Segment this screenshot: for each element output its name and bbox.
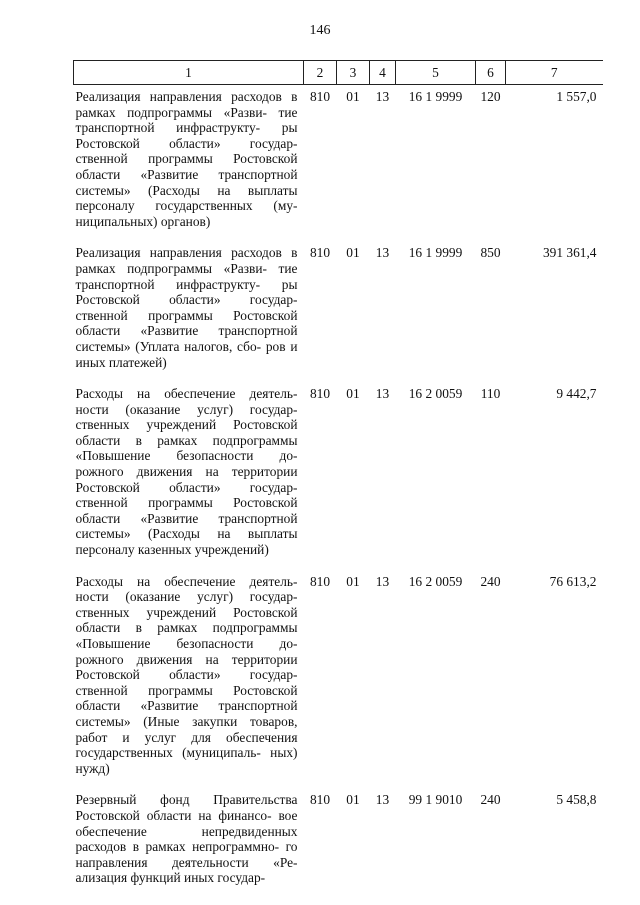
- description-line: рожного движения на территории: [75, 651, 298, 667]
- subsection-code: 13: [375, 89, 390, 104]
- subsection-code: 13: [375, 573, 390, 589]
- ministry-code: 810: [309, 245, 331, 261]
- row-description: [74, 386, 304, 558]
- description-line: ниципальных) органов): [75, 213, 211, 229]
- expense-type-code: 120: [480, 89, 501, 104]
- table-row: [74, 574, 603, 777]
- header-col-4: 4: [370, 61, 396, 85]
- expense-type-code: 240: [480, 792, 501, 808]
- target-article-code: 99 1 9010: [408, 792, 463, 808]
- header-col-6: 6: [476, 61, 506, 85]
- amount: 1 557,0: [556, 89, 597, 104]
- description-line: области «Развитие транспортной: [75, 166, 298, 182]
- budget-table: [73, 60, 603, 886]
- table-row: [74, 245, 603, 370]
- description-line: Расходы на обеспечение деятель-: [75, 386, 298, 402]
- row-spacer-cell: [74, 229, 603, 245]
- amount: 9 442,7: [556, 386, 597, 402]
- description-line: области «Развитие транспортной: [75, 323, 298, 339]
- description-line: ственной программы Ростовской: [75, 151, 298, 167]
- section-code: 01: [346, 245, 360, 261]
- row-spacer: [74, 229, 603, 245]
- description-line: системы» (Иные закупки товаров,: [75, 713, 298, 729]
- description-line: Ростовской области на финансо-: [75, 807, 272, 823]
- description-line: Резервный фонд Правительства: [75, 792, 298, 808]
- description-line: Реализация направления расходов: [75, 245, 282, 261]
- description-line: области в рамках подпрограммы: [75, 620, 298, 636]
- description-line: ственной программы Ростовской: [75, 307, 298, 323]
- description-line: области «Развитие транспортной: [75, 510, 298, 526]
- target-article-code: 16 2 0059: [408, 386, 463, 402]
- description-line: ров и иных платежей): [75, 338, 298, 370]
- row-spacer: [74, 370, 603, 386]
- description-line: «Повышение безопасности до-: [75, 636, 298, 651]
- description-line: ры Ростовской области» государ-: [75, 276, 298, 308]
- row-spacer-cell: [74, 558, 603, 574]
- row-spacer-cell: [74, 776, 603, 792]
- header-col-1: 1: [74, 61, 304, 85]
- description-line: Ростовской области» государ-: [75, 479, 298, 495]
- description-line: работ и услуг для обеспечения: [75, 729, 298, 745]
- description-line: персоналу государственных (му-: [75, 198, 298, 214]
- table-row: [74, 386, 603, 558]
- table-body: [74, 85, 603, 886]
- description-line: рожного движения на территории: [75, 464, 298, 480]
- description-line: ственной программы Ростовской: [75, 682, 298, 698]
- description-line: ных) нужд): [75, 745, 298, 776]
- subsection-code: 13: [375, 386, 390, 402]
- description-line: тие транспортной инфраструкту-: [75, 104, 298, 136]
- description-line: тие транспортной инфраструкту-: [75, 260, 298, 292]
- expense-type-code: 110: [480, 386, 501, 402]
- row-description: [74, 574, 304, 777]
- description-line: Ростовской области» государ-: [75, 667, 298, 683]
- ministry-code: 810: [309, 573, 331, 589]
- target-article-code: 16 2 0059: [408, 573, 463, 589]
- row-description: [74, 245, 304, 370]
- description-line: «Повышение безопасности до-: [75, 448, 298, 464]
- header-col-3: 3: [337, 61, 370, 85]
- description-line: системы» (Расходы на выплаты: [75, 526, 298, 542]
- description-line: расходов в рамках непрограммно-: [75, 839, 280, 855]
- description-line: Расходы на обеспечение деятель-: [75, 573, 298, 589]
- section-code: 01: [346, 386, 360, 402]
- section-code: 01: [346, 792, 360, 808]
- page-number: 146: [309, 23, 331, 38]
- subsection-code: 13: [375, 792, 390, 808]
- description-line: ности (оказание услуг) государ-: [75, 589, 298, 605]
- amount: 5 458,8: [556, 792, 597, 808]
- description-line: ственных учреждений Ростовской: [75, 604, 298, 620]
- row-spacer-cell: [74, 370, 603, 386]
- header-col-2: 2: [304, 61, 337, 85]
- target-article-code: 16 1 9999: [408, 245, 463, 261]
- table-row: [74, 85, 603, 230]
- description-line: области «Развитие транспортной: [75, 698, 298, 714]
- header-col-5: 5: [396, 61, 476, 85]
- target-article-code: 16 1 9999: [408, 89, 463, 104]
- table-row: [74, 792, 603, 886]
- row-spacer: [74, 558, 603, 574]
- description-line: ности (оказание услуг) государ-: [75, 401, 298, 417]
- description-line: ры Ростовской области» государ-: [75, 120, 298, 151]
- description-line: персоналу казенных учреждений): [75, 542, 269, 558]
- ministry-code: 810: [309, 89, 331, 104]
- description-line: системы» (Уплата налогов, сбо-: [75, 338, 262, 354]
- subsection-code: 13: [375, 245, 390, 261]
- row-description: [74, 792, 304, 886]
- table-header: [74, 61, 603, 85]
- description-line: го направления деятельности «Ре-: [75, 839, 298, 870]
- ministry-code: 810: [309, 792, 331, 808]
- amount: 76 613,2: [549, 573, 597, 589]
- section-code: 01: [346, 573, 360, 589]
- row-description: [74, 85, 304, 230]
- description-line: в рамках подпрограммы «Разви-: [75, 245, 298, 276]
- ministry-code: 810: [309, 386, 331, 402]
- section-code: 01: [346, 89, 360, 104]
- description-line: вое обеспечение непредвиденных: [75, 807, 298, 839]
- description-line: системы» (Расходы на выплаты: [75, 182, 298, 198]
- expense-type-code: 240: [480, 573, 501, 589]
- amount: 391 361,4: [542, 245, 597, 261]
- description-line: в рамках подпрограммы «Разви-: [75, 89, 298, 120]
- description-line: ственных учреждений Ростовской: [75, 417, 298, 433]
- row-spacer: [74, 776, 603, 792]
- description-line: государственных (муниципаль-: [75, 745, 261, 761]
- expense-type-code: 850: [480, 245, 501, 261]
- header-col-7: 7: [506, 61, 603, 85]
- description-line: области в рамках подпрограммы: [75, 432, 298, 448]
- description-line: ственной программы Ростовской: [75, 495, 298, 511]
- description-line: ализация функций иных государ-: [75, 870, 266, 886]
- description-line: Реализация направления расходов: [75, 89, 282, 104]
